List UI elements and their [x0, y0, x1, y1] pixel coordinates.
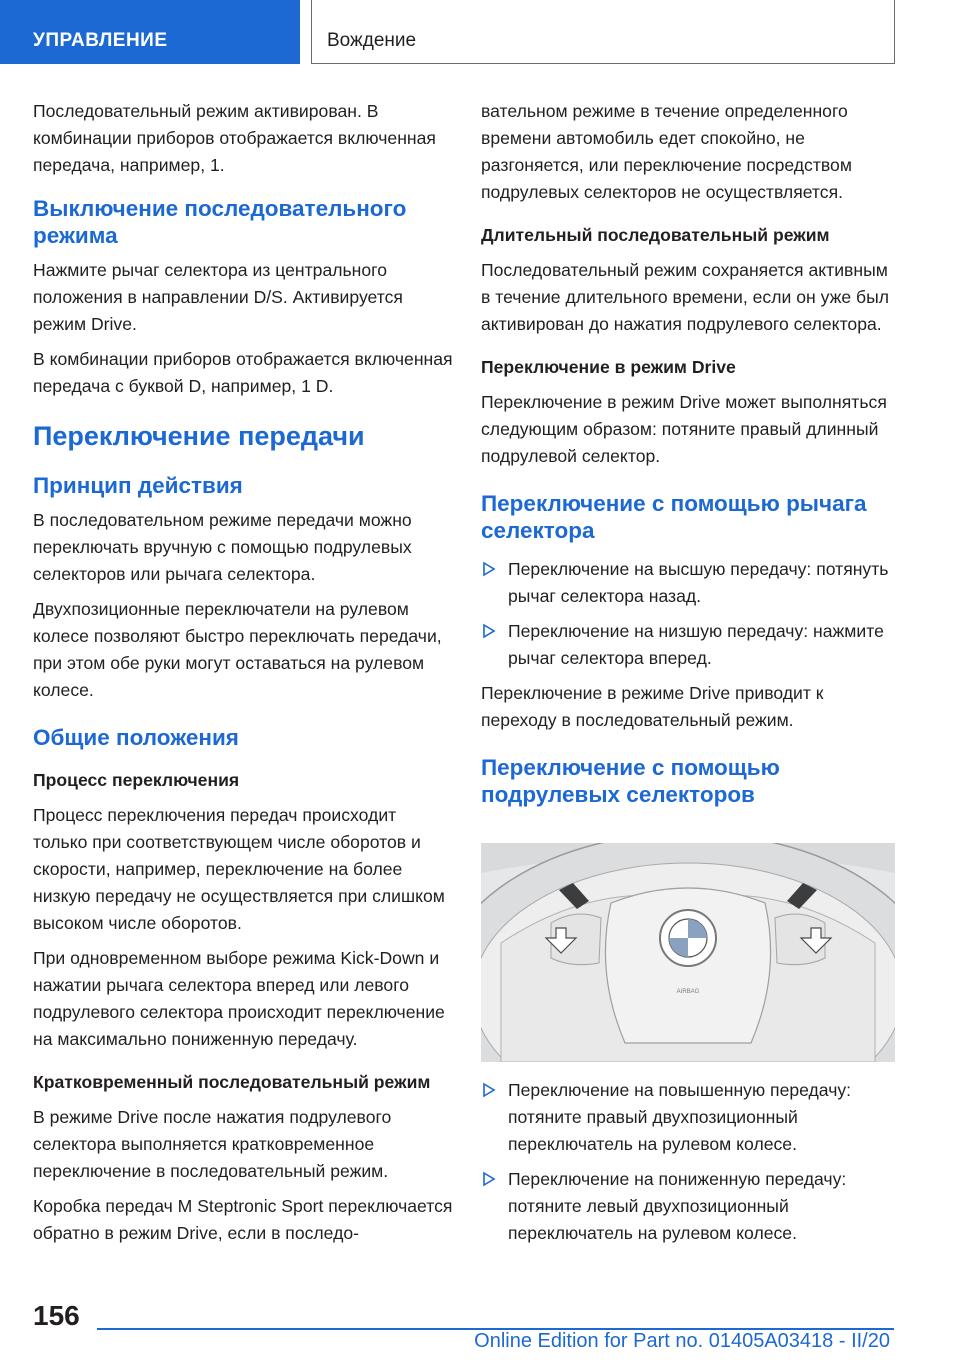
footer-edition: Online Edition for Part no. 01405A03418 - II/20 — [474, 1330, 890, 1352]
steering-wheel-figure — [481, 843, 895, 1062]
page-number: 156 — [33, 1300, 80, 1331]
section-tab — [0, 0, 300, 64]
list-item-text: Переключение на низшую передачу: нажмите рычаг селектора вперед. — [508, 621, 884, 668]
paragraph: В режиме Drive после нажатия подрулевого селектора выполняется кратковременное переключение в последовательный режим. — [33, 1107, 392, 1181]
list-item-text: Переключение на пониженную передачу: потяните левый двухпозиционный переключатель на рулевом колесе. — [508, 1169, 847, 1243]
bullet-triangle-icon — [482, 561, 496, 577]
paragraph: При одновременном выборе режима Kick-Down и нажатии рычага селектора вперед или левого подрулевого селектора происходит переключение на максимально пониженную передачу. — [33, 948, 445, 1049]
paragraph: В комбинации приборов отображается включенная передача с буквой D, например, 1 D. — [33, 349, 453, 396]
heading-disable-sequential: Выключение последовательного режима — [33, 196, 407, 248]
subheading-drive-mode: Переключение в режим Drive — [481, 357, 736, 377]
subheading-long-sequential: Длительный последовательный режим — [481, 225, 830, 245]
heading-gear-shifting: Переключение передачи — [33, 421, 365, 451]
chapter-box — [311, 0, 895, 64]
bullet-triangle-icon — [482, 1082, 496, 1098]
heading-general: Общие положения — [33, 725, 239, 750]
list-item — [481, 618, 899, 672]
airbag-label: AIRBAG — [676, 989, 700, 995]
paragraph: Нажмите рычаг селектора из центрального положения в направлении D/S. Активируется режим Drive. — [33, 260, 403, 334]
paragraph: Последовательный режим сохраняется активным в течение длительного времени, если он уже был активирован до нажатия подрулевого селектора. — [481, 260, 890, 334]
list-item — [481, 1077, 899, 1158]
paragraph: вательном режиме в течение определенного времени автомобиль едет спокойно, не разгоняется, или переключение посредством подрулевых селекторов не осуществляется. — [481, 101, 852, 202]
list-item-text: Переключение на повышенную передачу: потяните правый двухпозиционный переключатель на рулевом колесе. — [508, 1080, 852, 1154]
right-column — [481, 98, 899, 808]
list-item — [481, 1166, 899, 1247]
subheading-short-sequential: Кратковременный последовательный режим — [33, 1072, 431, 1092]
steering-wheel-illustration — [481, 843, 895, 1062]
list-item — [481, 556, 899, 610]
subheading-shift-process: Процесс переключения — [33, 770, 240, 790]
list-item-text: Переключение на высшую передачу: потянуть рычаг селектора назад. — [508, 559, 889, 606]
heading-paddle-shifters: Переключение с помощью подрулевых селекторов — [481, 755, 780, 807]
bullet-triangle-icon — [482, 623, 496, 639]
heading-principle: Принцип действия — [33, 473, 243, 498]
bullet-triangle-icon — [482, 1171, 496, 1187]
right-column-lower — [481, 1077, 899, 1247]
paragraph: Двухпозиционные переключатели на рулевом колесе позволяют быстро переключать передачи, при этом обе руки могут оставаться на рулевом колесе. — [33, 599, 442, 700]
heading-selector-lever: Переключение с помощью рычага селектора — [481, 491, 867, 543]
section-title: УПРАВЛЕНИЕ — [33, 30, 168, 51]
paragraph: В последовательном режиме передачи можно переключать вручную с помощью подрулевых селекторов или рычага селектора. — [33, 510, 412, 584]
paragraph: Процесс переключения передач происходит только при соответствующем числе оборотов и скорости, например, переключение на более низкую передачу не осуществляется при слишком высоком числе оборотов. — [33, 805, 445, 933]
chapter-title: Вождение — [327, 30, 417, 51]
paragraph: Последовательный режим активирован. В комбинации приборов отображается включенная передача, например, 1. — [33, 101, 436, 175]
left-column — [33, 98, 453, 1247]
paragraph: Переключение в режиме Drive приводит к переходу в последовательный режим. — [481, 683, 824, 730]
paragraph: Переключение в режим Drive может выполняться следующим образом: потяните правый длинный подрулевой селектор. — [481, 392, 887, 466]
paragraph: Коробка передач M Steptronic Sport переключается обратно в режим Drive, если в последо- — [33, 1196, 453, 1243]
